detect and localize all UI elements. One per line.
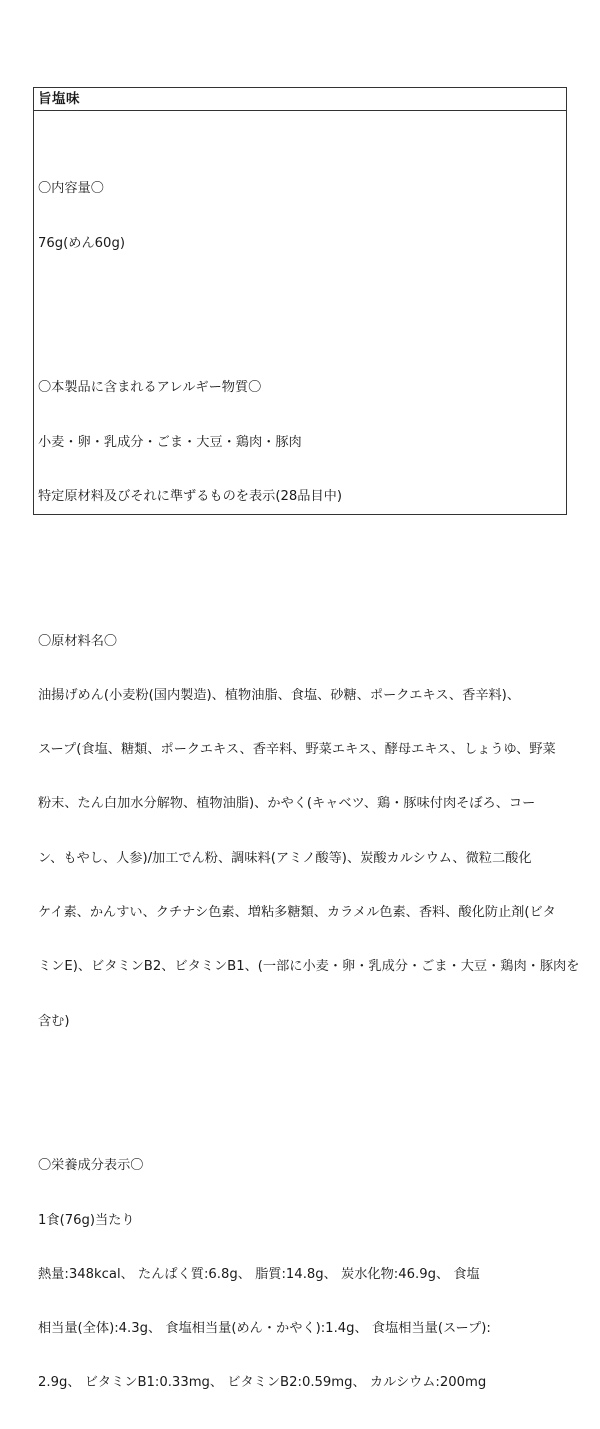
ingredients-line: 油揚げめん(小麦粉(国内製造)、植物油脂、食塩、砂糖、ポークエキス、香辛料)、 (38, 687, 521, 703)
ingredient-label-panel (33, 87, 580, 1391)
section-spacer (38, 542, 564, 560)
nutrition-facts-line: 相当量(全体):4.3g、 食塩相当量(めん・かやく):1.4g、 食塩相当量(スープ): (38, 1321, 491, 1337)
section-heading-nutrition: 〇栄養成分表示〇 (38, 1158, 144, 1174)
section-spacer (38, 289, 564, 307)
nutrition-facts-line: 熱量:348kcal、 たんぱく質:6.8g、 脂質:14.8g、 炭水化物:46.9g、 食塩 (38, 1266, 480, 1282)
section-heading-allergens: 〇本製品に含まれるアレルギー物質〇 (38, 380, 262, 396)
title-row (34, 88, 566, 111)
ingredients-line: ケイ素、かんすい、クチナシ色素、増粘多糖類、カラメル色素、香料、酸化防止剤(ビタ (38, 905, 556, 921)
allergen-list-line: 小麦・卵・乳成分・ごま・大豆・鶏肉・豚肉 (38, 434, 302, 450)
ingredients-line: 含む) (38, 1013, 70, 1029)
content-amount-line: 76g(めん60g) (38, 235, 125, 251)
section-spacer (38, 1067, 564, 1085)
nutrition-serving-line: 1食(76g)当たり (38, 1212, 135, 1228)
allergen-note-line: 特定原材料及びそれに準ずるものを表示(28品目中) (38, 488, 343, 504)
product-title: 旨塩味 (38, 91, 80, 107)
ingredients-line: スープ(食塩、糖類、ポークエキス、香辛料、野菜エキス、酵母エキス、しょうゆ、野菜 (38, 742, 556, 758)
ingredients-line: ン、もやし、人参)/加工でん粉、調味料(アミノ酸等)、炭酸カルシウム、微粒二酸化 (38, 850, 532, 866)
section-heading-ingredients: 〇原材料名〇 (38, 633, 118, 649)
ingredients-line: 粉末、たん白加水分解物、植物油脂)、かやく(キャベツ、鶏・豚味付肉そぼろ、コー (38, 796, 536, 812)
ingredients-line: ミンE)、ビタミンB2、ビタミンB1、(一部に小麦・卵・乳成分・ごま・大豆・鶏肉・豚肉を (38, 959, 580, 975)
section-heading-content-amount: 〇内容量〇 (38, 181, 104, 197)
nutrition-facts-line: 2.9g、 ビタミンB1:0.33mg、 ビタミンB2:0.59mg、 カルシウム:200mg (38, 1375, 487, 1391)
label-content (38, 126, 580, 1429)
